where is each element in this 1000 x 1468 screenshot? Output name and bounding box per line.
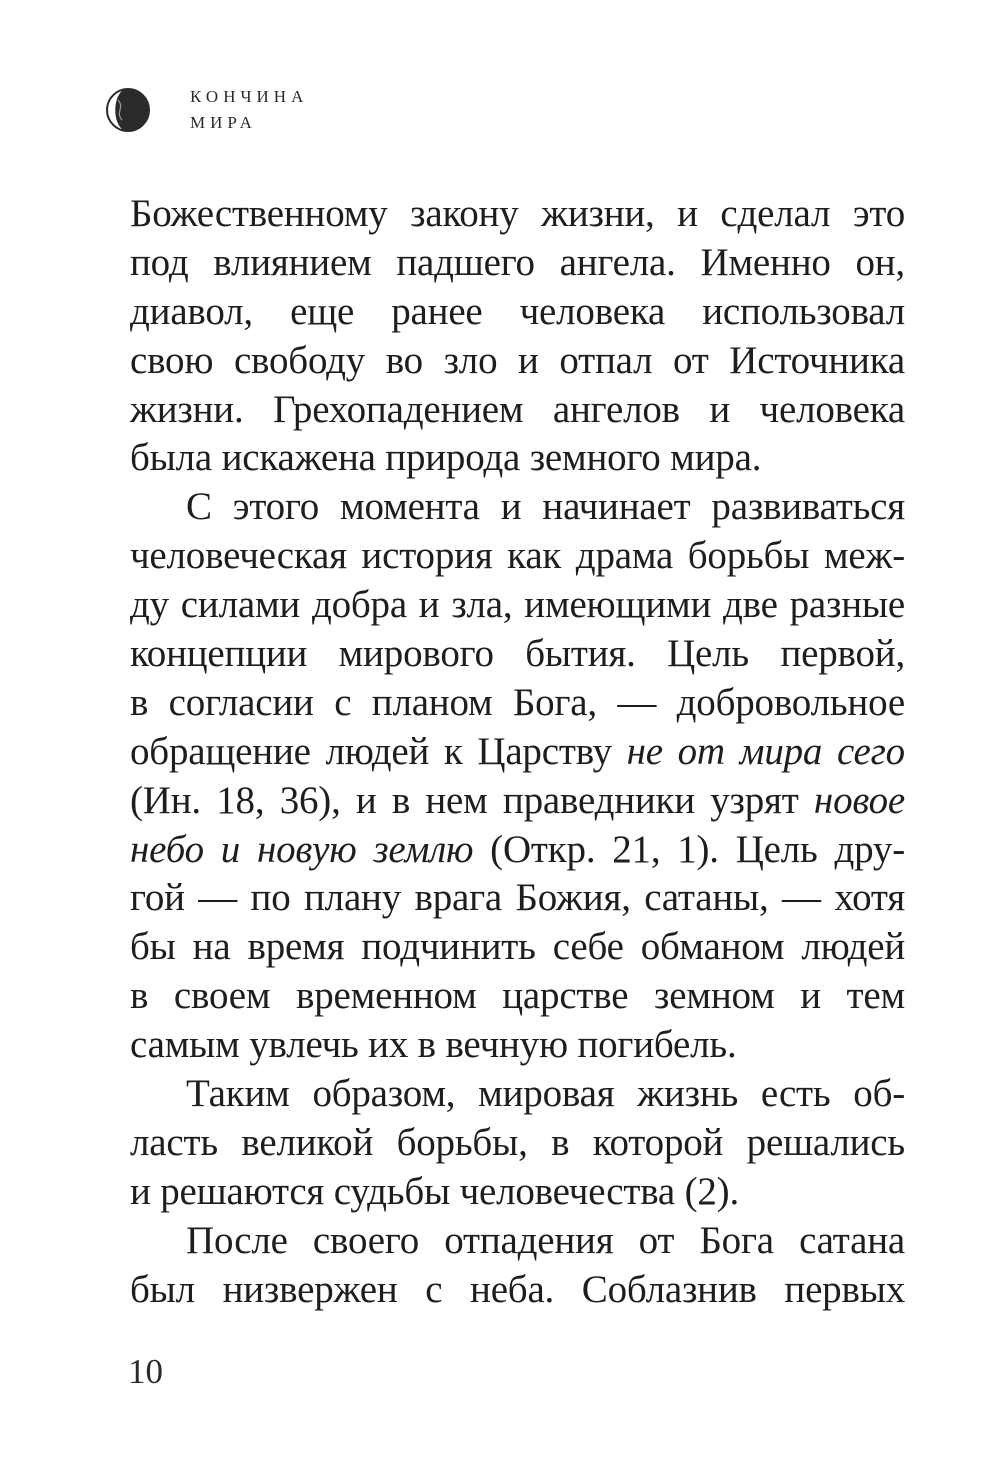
running-header	[104, 84, 308, 144]
text-segment: обращение людей к Царству	[130, 729, 627, 773]
text-line: бы на время подчинить себе обманом людей	[130, 925, 905, 969]
text-line: ласть великой борьбы, в которой решались	[130, 1120, 905, 1164]
text-line: гой — по плану врага Божия, сатаны, — хотя	[130, 876, 905, 920]
text-line: в своем временном царстве земном и тем	[130, 974, 905, 1018]
header-title-line2: МИРА	[190, 113, 257, 132]
italic-quote: не от мира сего	[626, 729, 905, 773]
text-line: человеческая история как драма борьбы меж-	[130, 534, 905, 578]
text-line: свою свободу во зло и отпал от Источника	[130, 338, 905, 382]
italic-quote: новое	[813, 778, 905, 822]
page-number: 10	[128, 1352, 163, 1391]
text-line: концепции мирового бытия. Цель первой,	[130, 632, 905, 676]
text-line: жизни. Грехопадением ангелов и человека	[130, 387, 905, 431]
header-title	[190, 84, 308, 136]
crescent-globe-icon	[104, 86, 152, 134]
text-line: самым увлечь их в вечную погибель.	[130, 1023, 737, 1067]
text-line	[130, 777, 905, 826]
text-line: После своего отпадения от Бога сатана	[186, 1218, 905, 1262]
body-text	[130, 190, 905, 1314]
text-line: Таким образом, мировая жизнь есть об-	[186, 1072, 905, 1116]
text-line: С этого момента и начинает развиваться	[186, 485, 905, 529]
text-line: ду силами добра и зла, имеющими две разные	[130, 583, 905, 627]
header-title-line1: КОНЧИНА	[190, 87, 309, 106]
text-line	[130, 826, 905, 875]
text-line	[130, 728, 905, 777]
text-line: Божественному закону жизни, и сделал это	[130, 192, 905, 235]
text-line: диавол, еще ранее человека использовал	[130, 289, 905, 333]
text-segment: (Ин. 18, 36), и в нем праведники узрят	[130, 778, 814, 822]
text-segment: (Откр. 21, 1). Цель дру-	[473, 827, 905, 871]
text-line: и решаются судьбы человечества (2).	[130, 1169, 740, 1213]
italic-quote: небо и новую землю	[130, 827, 474, 871]
text-line: в согласии с планом Бога, — добровольное	[130, 680, 905, 724]
text-line: под влиянием падшего ангела. Именно он,	[130, 240, 905, 284]
text-line: была искажена природа земного мира.	[130, 436, 762, 480]
text-line: был низвержен с неба. Соблазнив первых	[130, 1267, 905, 1311]
